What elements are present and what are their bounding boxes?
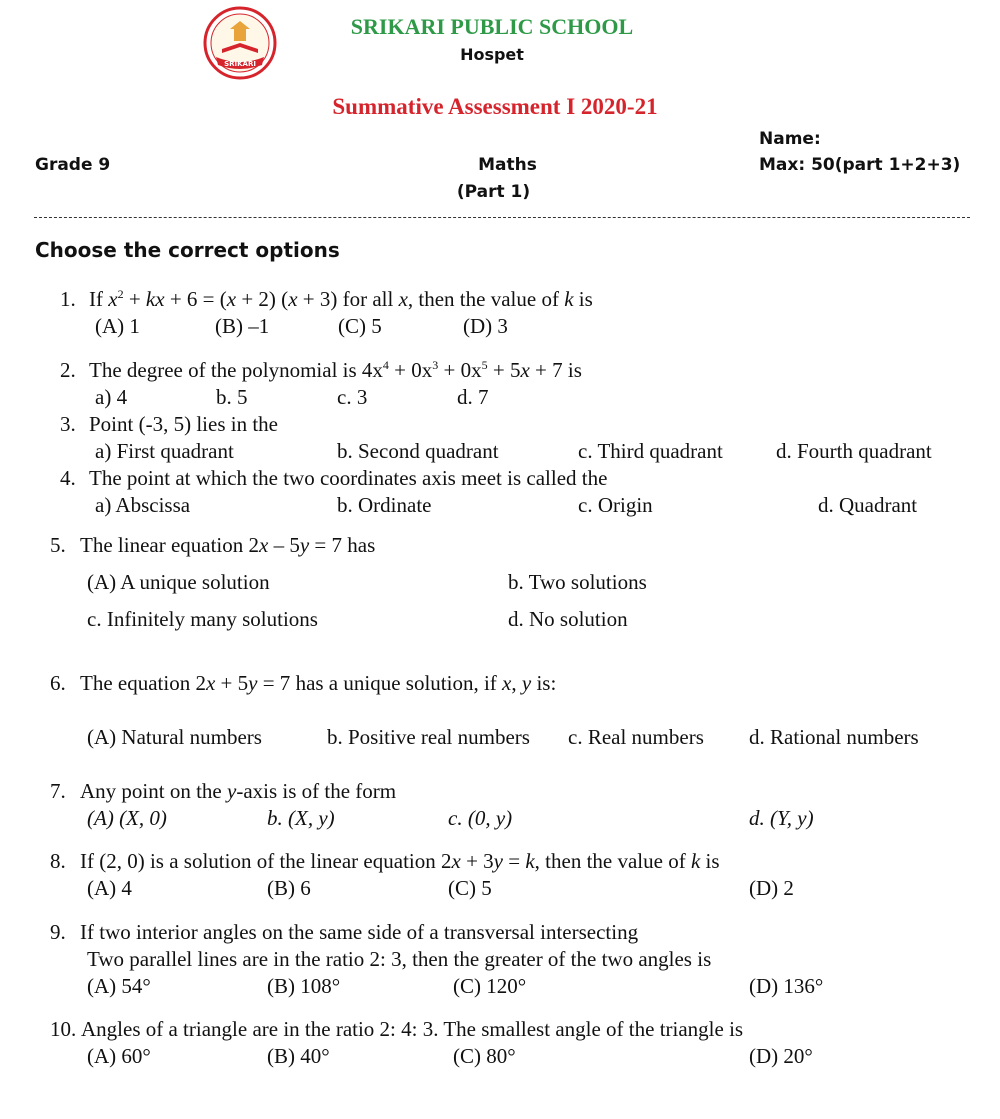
- question-1-option-a: (A) 1: [95, 314, 140, 338]
- school-name: SRIKARI PUBLIC SCHOOL: [350, 14, 634, 39]
- question-10-option-d: (D) 20°: [749, 1044, 813, 1068]
- question-6-option-d: d. Rational numbers: [749, 725, 919, 749]
- question-5-number: 5.: [50, 533, 66, 557]
- question-7-option-c: c. (0, y): [448, 806, 513, 830]
- question-8-text: If (2, 0) is a solution of the linear equation 2x + 3y = k, then the value of k is: [80, 849, 720, 873]
- question-5-option-c: c. Infinitely many solutions: [87, 607, 318, 631]
- question-1-number: 1.: [60, 287, 76, 311]
- question-7-option-b: b. (X, y): [267, 806, 335, 830]
- question-1-option-d: (D) 3: [463, 314, 508, 338]
- question-2-number: 2.: [60, 358, 76, 382]
- question-9-option-b: (B) 108°: [267, 974, 341, 998]
- question-5-option-a: (A) A unique solution: [87, 570, 270, 594]
- question-7-option-a: (A) (X, 0): [87, 806, 167, 830]
- question-9-option-d: (D) 136°: [749, 974, 824, 998]
- question-5-option-d: d. No solution: [508, 607, 628, 631]
- question-4-option-b: b. Ordinate: [337, 493, 432, 517]
- question-6-option-a: (A) Natural numbers: [87, 725, 262, 749]
- question-7-text: Any point on the y-axis is of the form: [80, 779, 397, 803]
- question-2-option-c: c. 3: [337, 385, 368, 409]
- svg-text:SRIKARI: SRIKARI: [224, 60, 256, 68]
- question-10-option-b: (B) 40°: [267, 1044, 330, 1068]
- question-1-option-b: (B) –1: [215, 314, 270, 338]
- question-4-text: The point at which the two coordinates axis meet is called the: [89, 466, 608, 490]
- question-4-number: 4.: [60, 466, 76, 490]
- assessment-title: Summative Assessment I 2020-21: [332, 94, 658, 119]
- question-8-option-d: (D) 2: [749, 876, 794, 900]
- question-2-text: The degree of the polynomial is $4x^4 + 0x^3 + 0x^5 + 5x + 7$ is: [89, 358, 582, 382]
- question-7-option-d: d. (Y, y): [749, 806, 814, 830]
- question-3-option-a: a) First quadrant: [95, 439, 234, 463]
- subject-label: Maths: [478, 155, 537, 175]
- question-9-text-line1: If two interior angles on the same side of a transversal intersecting: [80, 920, 639, 944]
- question-6-option-b: b. Positive real numbers: [327, 725, 530, 749]
- question-9-option-c: (C) 120°: [453, 974, 527, 998]
- question-6-number: 6.: [50, 671, 66, 695]
- question-9-text-line2: Two parallel lines are in the ratio 2: 3, then the greater of the two angles is: [87, 947, 712, 971]
- grade-label: Grade 9: [35, 155, 111, 175]
- question-6-text: The equation 2x + 5y = 7 has a unique solution, if x, y is:: [80, 671, 557, 695]
- question-9-option-a: (A) 54°: [87, 974, 151, 998]
- question-5-option-b: b. Two solutions: [508, 570, 647, 594]
- question-10-text: Angles of a triangle are in the ratio 2: 4: 3. The smallest angle of the triangle is: [81, 1017, 744, 1041]
- question-9-number: 9.: [50, 920, 66, 944]
- question-3-text: Point (-3, 5) lies in the: [89, 412, 278, 436]
- section-instruction: Choose the correct options: [35, 238, 340, 262]
- header-divider: [34, 217, 970, 218]
- question-4-option-d: d. Quadrant: [818, 493, 918, 517]
- question-2-option-a: a) 4: [95, 385, 128, 409]
- question-3-number: 3.: [60, 412, 76, 436]
- question-10-option-a: (A) 60°: [87, 1044, 151, 1068]
- name-label: Name:: [759, 129, 821, 149]
- question-7-number: 7.: [50, 779, 66, 803]
- part-label: (Part 1): [456, 182, 531, 202]
- question-8-number: 8.: [50, 849, 66, 873]
- school-town: Hospet: [460, 45, 524, 64]
- question-2-option-d: d. 7: [457, 385, 489, 409]
- question-10-number: 10.: [50, 1017, 77, 1041]
- question-8-option-a: (A) 4: [87, 876, 132, 900]
- question-1-option-c: (C) 5: [338, 314, 382, 338]
- question-8-option-c: (C) 5: [448, 876, 492, 900]
- question-2-option-b: b. 5: [216, 385, 248, 409]
- question-4-option-c: c. Origin: [578, 493, 653, 517]
- question-3-option-c: c. Third quadrant: [578, 439, 723, 463]
- question-1-text: If $x^2$ + kx + 6 = (x + 2) (x + 3) for all x, then the value of k is: [89, 287, 593, 311]
- max-marks-label: Max: 50(part 1+2+3): [759, 155, 961, 175]
- question-8-option-b: (B) 6: [267, 876, 311, 900]
- question-3-option-b: b. Second quadrant: [337, 439, 499, 463]
- question-6-option-c: c. Real numbers: [568, 725, 704, 749]
- question-3-option-d: d. Fourth quadrant: [776, 439, 932, 463]
- question-4-option-a: a) Abscissa: [95, 493, 191, 517]
- question-10-option-c: (C) 80°: [453, 1044, 516, 1068]
- question-5-text: The linear equation 2x – 5y = 7 has: [80, 533, 376, 557]
